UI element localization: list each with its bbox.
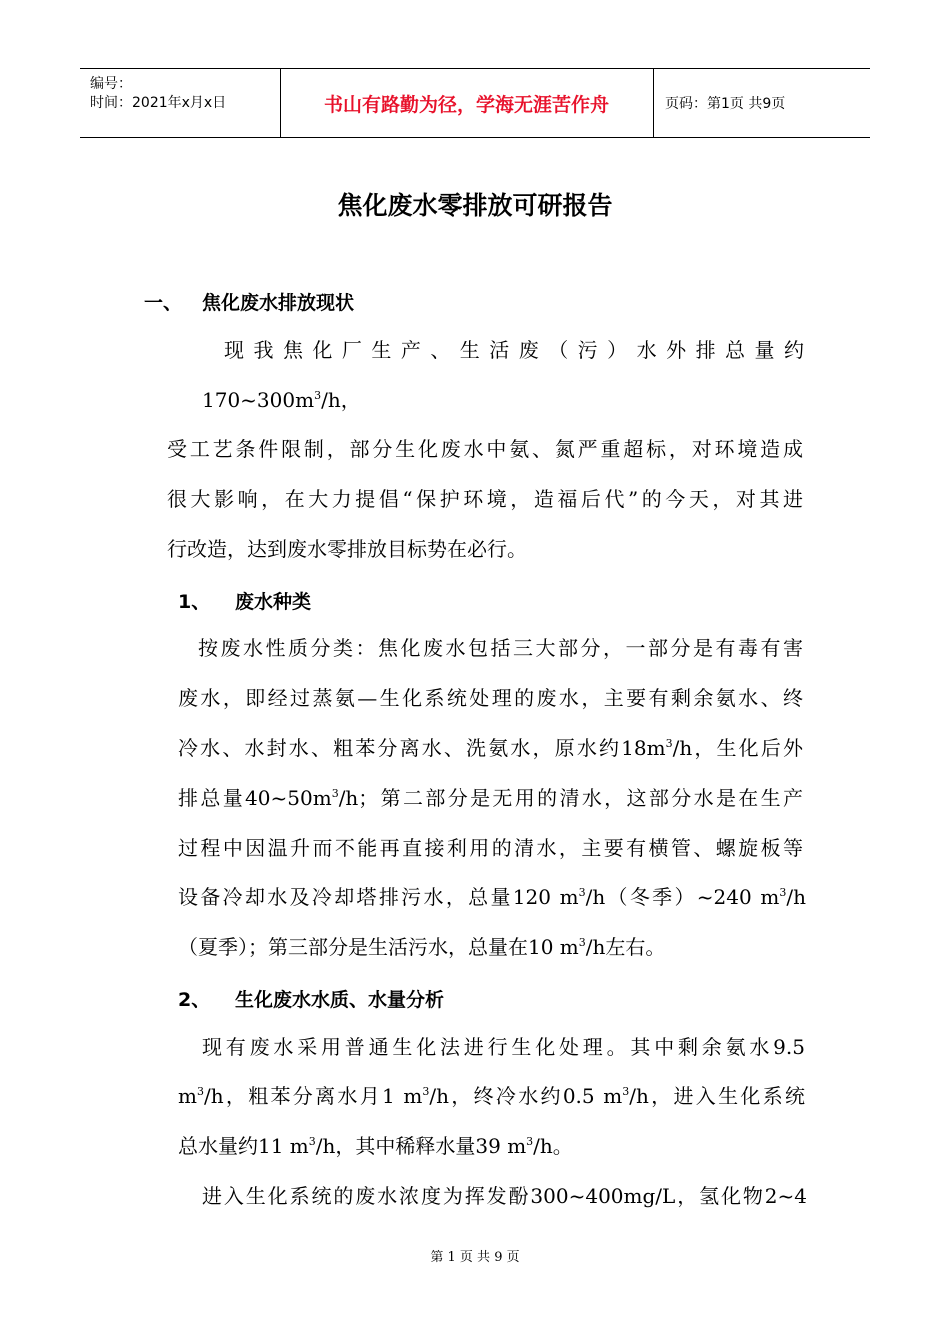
document-title: 焦化废水零排放可研报告: [337, 191, 613, 220]
sub1-line-2: 废水，即经过蒸氨—生化系统处理的废水，主要有剩余氨水、终: [178, 686, 803, 710]
page-code-cell: [654, 69, 870, 137]
sub2-line-3: 总水量约11 $m^3/h$，其中稀释水量39 $m^3/h$。: [178, 1134, 573, 1158]
sub2-line-2: $m^3/h$，粗苯分离水月1 $m^3/h$，终冷水约0.5 $m^3/h$，进入生化系统: [178, 1084, 805, 1108]
sub1-line-4: 排总量$40\sim 50m^3/h$；第二部分是无用的清水，这部分水是在生产: [178, 786, 803, 810]
subsection-1-number: 1、: [178, 591, 211, 613]
time-label: 时间：2021年x月x日: [90, 95, 227, 111]
sub1-line-1: 按废水性质分类：焦化废水包括三大部分，一部分是有毒有害: [198, 636, 803, 660]
section-1-para-2-line-3: 行改造，达到废水零排放目标势在必行。: [167, 537, 527, 561]
section-1-heading: 焦化废水排放现状: [202, 292, 355, 314]
section-1-para-2-line-1: 受工艺条件限制，部分生化废水中氨、氮严重超标，对环境造成: [167, 437, 803, 461]
motto-text: 书山有路勤为径，学海无涯苦作舟: [323, 93, 609, 116]
header-info-cell: [80, 69, 281, 137]
section-1-para-1-line-2: $170\sim 300m^3/h$，: [202, 388, 361, 412]
section-1-para-2-line-2: 很大影响，在大力提倡“保护环境，造福后代”的今天，对其进: [167, 487, 803, 511]
subsection-1-heading: 废水种类: [235, 591, 312, 613]
sub2-line-1: 现有废水采用普通生化法进行生化处理。其中剩余氨水9.5: [202, 1035, 805, 1059]
sub2-line-4: 进入生化系统的废水浓度为挥发酚300~400mg/L，氢化物2~4: [202, 1184, 807, 1208]
subsection-2-number: 2、: [178, 989, 211, 1011]
sub1-line-7: （夏季）；第三部分是生活污水，总量在10 $m^3/h$左右。: [178, 935, 666, 959]
page-code: 页码：第1页 共9页: [665, 96, 786, 112]
subsection-2-heading: 生化废水水质、水量分析: [235, 989, 445, 1011]
page-footer: 第 1 页 共 9 页: [430, 1250, 520, 1265]
number-label: 编号：: [90, 76, 132, 92]
header-table: [80, 68, 870, 138]
motto-cell: [280, 69, 654, 137]
section-1-para-1-line-1: 现我焦化厂生产、生活废（污）水外排总量约: [224, 338, 804, 362]
sub1-line-5: 过程中因温升而不能再直接利用的清水，主要有横管、螺旋板等: [178, 836, 803, 860]
sub1-line-6: 设备冷却水及冷却塔排污水，总量120 $m^3/h$（冬季）~240 $m^3/h$: [178, 885, 807, 909]
section-1-number: 一、: [144, 292, 183, 314]
sub1-line-3: 冷水、水封水、粗苯分离水、洗氨水，原水约$18m^3/h$，生化后外: [178, 736, 803, 760]
